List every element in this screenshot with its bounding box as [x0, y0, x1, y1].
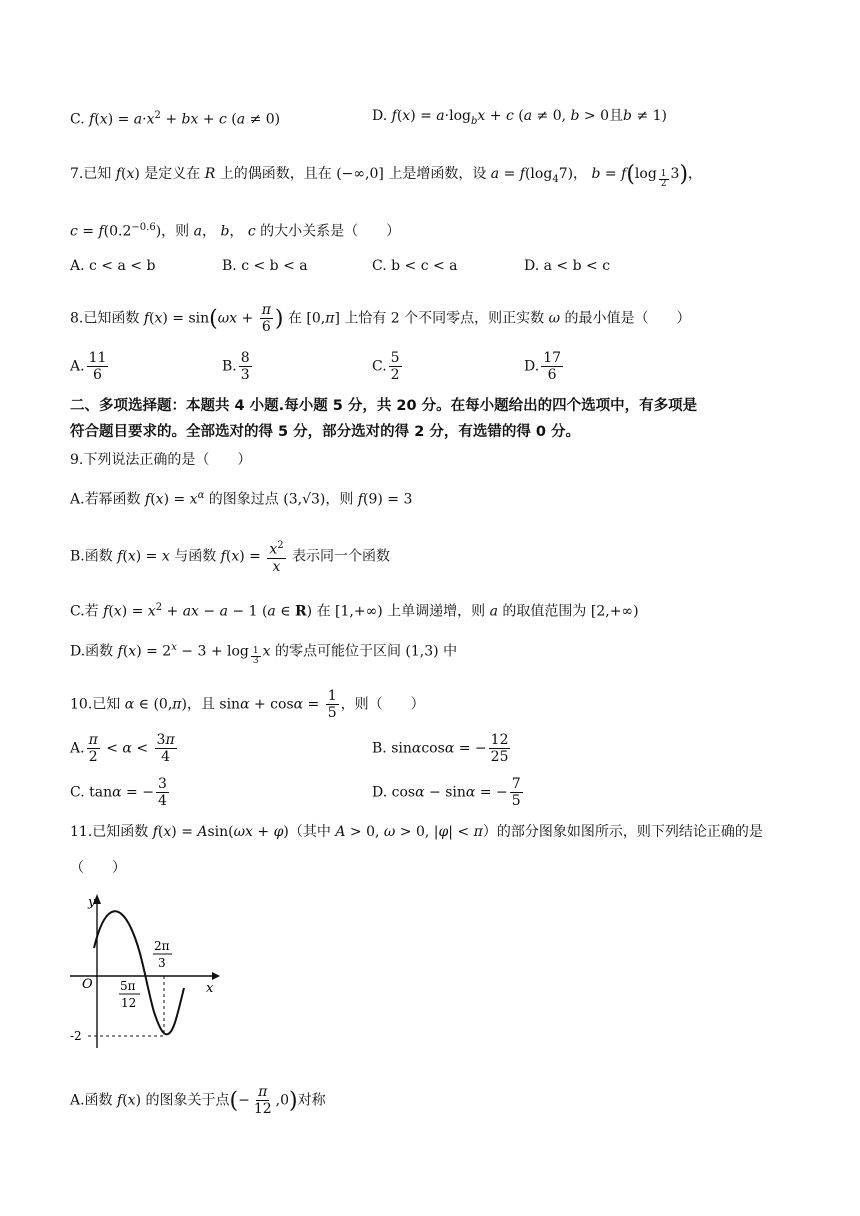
section2-line2: 符合题目要求的。全部选对的得 5 分，部分选对的得 2 分，有选错的得 0 分。	[70, 424, 581, 440]
q11-graph	[66, 888, 226, 1060]
q11-stem: 11.已知函数 f(x) = Asin(ωx + φ)（其中 A > 0, ω > 0, |φ| < π）的部分图象如图所示，则下列结论正确的是	[70, 824, 763, 840]
section2-line1: 二、多项选择题：本题共 4 小题.每小题 5 分，共 20 分。在每小题给出的四个选项中，有多项是	[70, 398, 698, 414]
q9-option-b: B.函数 f(x) = x 与函数 f(x) = $\frac{x^2}{x}$ 表示同一个函数	[70, 540, 391, 575]
label-origin: O	[82, 977, 93, 992]
q6-option-c: C. $f(x) = a\cdot x^2$ + bx + c (a ≠ 0)	[70, 110, 281, 128]
q8-option-c: C. $\frac{5}{2}$	[372, 350, 400, 383]
q8-option-d: D. $\frac{17}{6}$	[524, 350, 562, 383]
q7-option-a: A. c < a < b	[70, 258, 156, 274]
q6-option-d: D. $f(x) = a\cdot\log_bx + c$ (a ≠ 0, b > 0且b ≠ 1)	[372, 108, 667, 127]
q11-option-a: A.函数 f(x) 的图象关于点(− $\frac{\pi}{12}$ ,0)对称	[70, 1084, 326, 1117]
q10-option-c: C. tanα = − $\frac{3}{4}$	[70, 776, 167, 809]
q10-option-d: D. cosα − sinα = − $\frac{7}{5}$	[372, 776, 521, 809]
label-12: 12	[121, 996, 137, 1010]
label-minus2: -2	[70, 1029, 82, 1043]
q9-option-d: D.函数 $f(x) = 2^x - 3 + \log$ $_{\frac{1}{3}}$ x 的零点可能位于区间 (1,3) 中	[70, 642, 458, 667]
q10-stem: 10.已知 α ∈ (0,π)，且 sinα + cosα = $\frac{1}{5}$ ，则（ ）	[70, 688, 425, 721]
q7-option-b: B. c < b < a	[222, 258, 308, 274]
label-5pi: 5π	[120, 979, 136, 993]
q8-option-a: A. $\frac{11}{6}$	[70, 350, 107, 383]
q10-option-a: A. $\frac{\pi}{2}$ < α < $\frac{3\pi}{4}$	[70, 732, 175, 765]
q9-option-c: C.若 $f(x) = x^2$ + ax − a − 1 (a ∈ R) 在 [1,+∞) 上单调递增，则 a 的取值范围为 [2,+∞)	[70, 602, 639, 620]
q7-stem: 7.已知 f(x) 是定义在 R 上的偶函数，且在 (−∞,0] 上是增函数，设 $a = f(\log_47)$， b = f(log $_{\frac{1}{2}}$ 3)，	[70, 162, 703, 189]
q8-option-b: B. $\frac{8}{3}$	[222, 350, 250, 383]
q7-stem-2: $c = f(0.2^{-0.6})$，则 a， b， c 的大小关系是（ ）	[70, 222, 401, 240]
q10-option-b: B. sinαcosα = − $\frac{12}{25}$	[372, 732, 509, 765]
q7-option-d: D. a < b < c	[524, 258, 611, 274]
q11-paren: （ ）	[70, 860, 126, 876]
label-3: 3	[158, 956, 166, 970]
q8-stem: 8.已知函数 f(x) = sin(ωx + $\frac{\pi}{6}$ ) 在 [0,π] 上恰有 2 个不同零点，则正实数 ω 的最小值是（ ）	[70, 302, 691, 335]
x-axis-arrow	[212, 972, 220, 980]
label-x: x	[206, 981, 214, 996]
sine-curve	[94, 911, 184, 1034]
label-y: y	[88, 895, 96, 910]
label-2pi: 2π	[154, 939, 170, 953]
q9-stem: 9.下列说法正确的是（ ）	[70, 452, 252, 468]
q7-option-c: C. b < c < a	[372, 258, 458, 274]
q9-option-a: A.若幂函数 $f(x) = x^\alpha$ 的图象过点 (3,√3)，则 f(9) = 3	[70, 490, 413, 508]
